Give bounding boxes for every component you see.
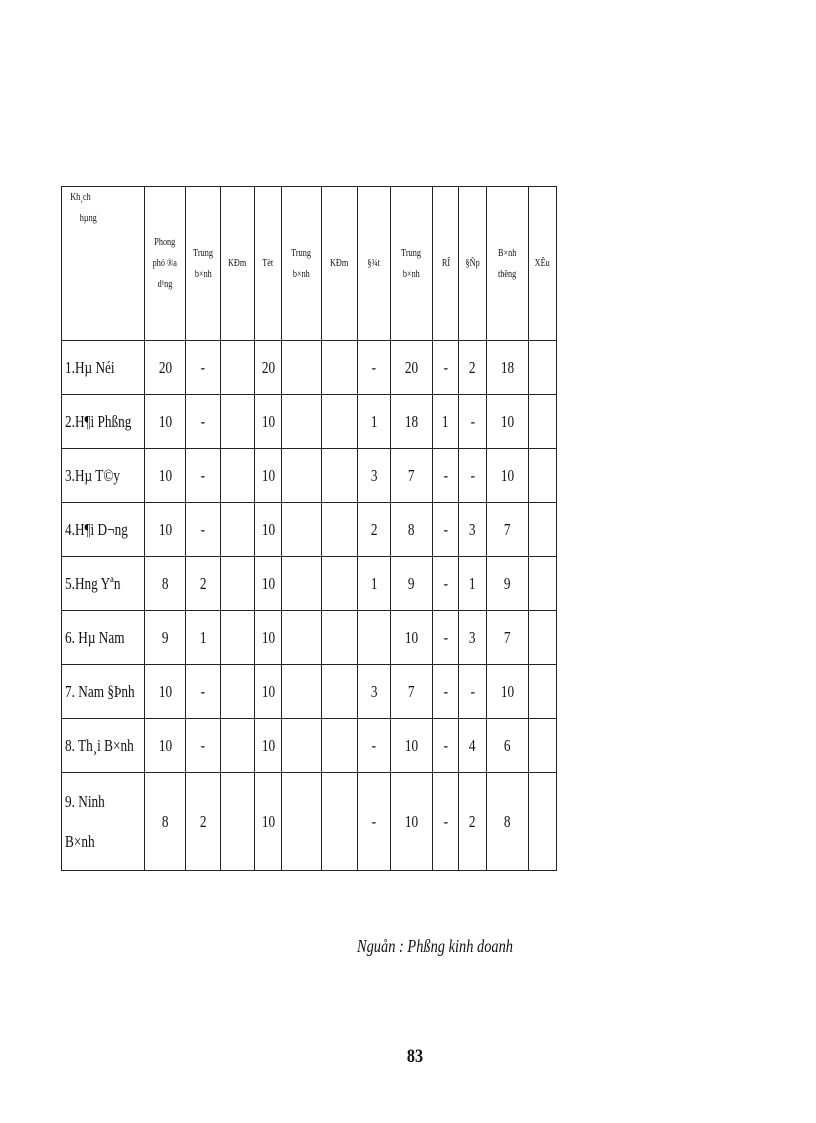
variety-average-cell: - xyxy=(186,665,221,719)
header-quality-average: Trung b×nh xyxy=(282,187,322,341)
price-cheap-cell: 1 xyxy=(433,395,459,449)
variety-poor-cell xyxy=(221,341,255,395)
variety-rich-cell: 10 xyxy=(145,395,186,449)
variety-poor-cell xyxy=(221,557,255,611)
quality-average-cell xyxy=(282,611,322,665)
price-average-cell: 9 xyxy=(391,557,433,611)
header-price-cheap: RÎ xyxy=(433,187,459,341)
quality-poor-cell xyxy=(322,395,358,449)
customer-name-cell: 9. Ninh B×nh xyxy=(62,773,145,871)
variety-average-cell: 1 xyxy=(186,611,221,665)
customer-name-cell: 8. Th¸i B×nh xyxy=(62,719,145,773)
table-row xyxy=(62,665,557,719)
design-ugly-cell xyxy=(529,665,557,719)
header-variety-average: Trung b×nh xyxy=(186,187,221,341)
quality-poor-cell xyxy=(322,665,358,719)
customer-name-cell: 6. Hµ Nam xyxy=(62,611,145,665)
design-normal-cell: 8 xyxy=(487,773,529,871)
design-ugly-cell xyxy=(529,719,557,773)
quality-poor-cell xyxy=(322,449,358,503)
header-variety-poor: KÐm xyxy=(221,187,255,341)
price-expensive-cell: 1 xyxy=(358,557,391,611)
customer-name-cell: 3.Hµ T©y xyxy=(62,449,145,503)
design-beautiful-cell: - xyxy=(459,395,487,449)
variety-poor-cell xyxy=(221,719,255,773)
price-cheap-cell: - xyxy=(433,665,459,719)
variety-average-cell: - xyxy=(186,395,221,449)
design-beautiful-cell: - xyxy=(459,665,487,719)
design-normal-cell: 18 xyxy=(487,341,529,395)
variety-poor-cell xyxy=(221,503,255,557)
quality-good-cell: 10 xyxy=(255,557,282,611)
quality-good-cell: 20 xyxy=(255,341,282,395)
variety-average-cell: 2 xyxy=(186,773,221,871)
customer-name-cell: 2.H¶i Phßng xyxy=(62,395,145,449)
quality-good-cell: 10 xyxy=(255,449,282,503)
price-cheap-cell: - xyxy=(433,557,459,611)
variety-poor-cell xyxy=(221,665,255,719)
quality-good-cell: 10 xyxy=(255,611,282,665)
price-average-cell: 20 xyxy=(391,341,433,395)
customer-table xyxy=(61,186,557,871)
table-row xyxy=(62,557,557,611)
quality-poor-cell xyxy=(322,503,358,557)
price-average-cell: 10 xyxy=(391,719,433,773)
source-note: Nguån : Phßng kinh doanh xyxy=(357,936,513,956)
design-beautiful-cell: 3 xyxy=(459,611,487,665)
quality-good-cell: 10 xyxy=(255,719,282,773)
design-ugly-cell xyxy=(529,341,557,395)
variety-rich-cell: 10 xyxy=(145,449,186,503)
header-price-average: Trung b×nh xyxy=(391,187,433,341)
design-beautiful-cell: 1 xyxy=(459,557,487,611)
quality-average-cell xyxy=(282,395,322,449)
variety-average-cell: - xyxy=(186,341,221,395)
quality-poor-cell xyxy=(322,773,358,871)
quality-average-cell xyxy=(282,341,322,395)
table-row xyxy=(62,449,557,503)
price-average-cell: 7 xyxy=(391,665,433,719)
variety-average-cell: 2 xyxy=(186,557,221,611)
header-design-normal: B×nh thêng xyxy=(487,187,529,341)
price-expensive-cell: 1 xyxy=(358,395,391,449)
price-average-cell: 10 xyxy=(391,611,433,665)
header-quality-poor: KÐm xyxy=(322,187,358,341)
design-ugly-cell xyxy=(529,449,557,503)
design-beautiful-cell: 2 xyxy=(459,773,487,871)
header-customer: Kh¸ch hµng xyxy=(62,187,145,341)
customer-name-cell: 4.H¶i D¬ng xyxy=(62,503,145,557)
price-expensive-cell: - xyxy=(358,773,391,871)
table-row xyxy=(62,395,557,449)
customer-name-cell: 1.Hµ Néi xyxy=(62,341,145,395)
variety-poor-cell xyxy=(221,395,255,449)
design-ugly-cell xyxy=(529,611,557,665)
table-row xyxy=(62,719,557,773)
price-cheap-cell: - xyxy=(433,719,459,773)
header-design-ugly: XÊu xyxy=(529,187,557,341)
design-ugly-cell xyxy=(529,557,557,611)
table-row xyxy=(62,341,557,395)
variety-rich-cell: 10 xyxy=(145,503,186,557)
quality-good-cell: 10 xyxy=(255,773,282,871)
variety-average-cell: - xyxy=(186,449,221,503)
table-header-row xyxy=(62,187,557,341)
quality-average-cell xyxy=(282,503,322,557)
price-expensive-cell: 3 xyxy=(358,449,391,503)
price-cheap-cell: - xyxy=(433,503,459,557)
variety-poor-cell xyxy=(221,773,255,871)
customer-name-cell: 5.Hng Yªn xyxy=(62,557,145,611)
customer-name-cell: 7. Nam §Þnh xyxy=(62,665,145,719)
design-ugly-cell xyxy=(529,395,557,449)
design-normal-cell: 10 xyxy=(487,395,529,449)
variety-rich-cell: 10 xyxy=(145,719,186,773)
quality-poor-cell xyxy=(322,719,358,773)
price-average-cell: 10 xyxy=(391,773,433,871)
design-beautiful-cell: 4 xyxy=(459,719,487,773)
variety-rich-cell: 9 xyxy=(145,611,186,665)
price-average-cell: 18 xyxy=(391,395,433,449)
quality-average-cell xyxy=(282,665,322,719)
quality-good-cell: 10 xyxy=(255,395,282,449)
header-price-expensive: §¾t xyxy=(358,187,391,341)
design-ugly-cell xyxy=(529,503,557,557)
design-ugly-cell xyxy=(529,773,557,871)
table-row xyxy=(62,503,557,557)
variety-rich-cell: 8 xyxy=(145,773,186,871)
page-number: 83 xyxy=(406,1046,424,1067)
variety-rich-cell: 8 xyxy=(145,557,186,611)
quality-poor-cell xyxy=(322,611,358,665)
variety-average-cell: - xyxy=(186,503,221,557)
price-cheap-cell: - xyxy=(433,611,459,665)
price-average-cell: 7 xyxy=(391,449,433,503)
header-design-beautiful: §Ñp xyxy=(459,187,487,341)
design-normal-cell: 10 xyxy=(487,665,529,719)
design-normal-cell: 6 xyxy=(487,719,529,773)
price-cheap-cell: - xyxy=(433,341,459,395)
header-variety: Phong phó ®a d¹ng xyxy=(145,187,186,341)
design-beautiful-cell: 3 xyxy=(459,503,487,557)
variety-poor-cell xyxy=(221,611,255,665)
design-beautiful-cell: - xyxy=(459,449,487,503)
price-average-cell: 8 xyxy=(391,503,433,557)
design-normal-cell: 10 xyxy=(487,449,529,503)
quality-average-cell xyxy=(282,449,322,503)
variety-rich-cell: 10 xyxy=(145,665,186,719)
price-cheap-cell: - xyxy=(433,773,459,871)
design-normal-cell: 7 xyxy=(487,503,529,557)
design-normal-cell: 9 xyxy=(487,557,529,611)
price-cheap-cell: - xyxy=(433,449,459,503)
variety-rich-cell: 20 xyxy=(145,341,186,395)
design-beautiful-cell: 2 xyxy=(459,341,487,395)
quality-poor-cell xyxy=(322,341,358,395)
quality-good-cell: 10 xyxy=(255,503,282,557)
design-normal-cell: 7 xyxy=(487,611,529,665)
quality-average-cell xyxy=(282,557,322,611)
quality-poor-cell xyxy=(322,557,358,611)
price-expensive-cell: 3 xyxy=(358,665,391,719)
variety-average-cell: - xyxy=(186,719,221,773)
quality-average-cell xyxy=(282,773,322,871)
table-row xyxy=(62,773,557,871)
price-expensive-cell: - xyxy=(358,341,391,395)
quality-good-cell: 10 xyxy=(255,665,282,719)
price-expensive-cell xyxy=(358,611,391,665)
price-expensive-cell: - xyxy=(358,719,391,773)
table-row xyxy=(62,611,557,665)
variety-poor-cell xyxy=(221,449,255,503)
quality-average-cell xyxy=(282,719,322,773)
header-quality-good: Tèt xyxy=(255,187,282,341)
price-expensive-cell: 2 xyxy=(358,503,391,557)
